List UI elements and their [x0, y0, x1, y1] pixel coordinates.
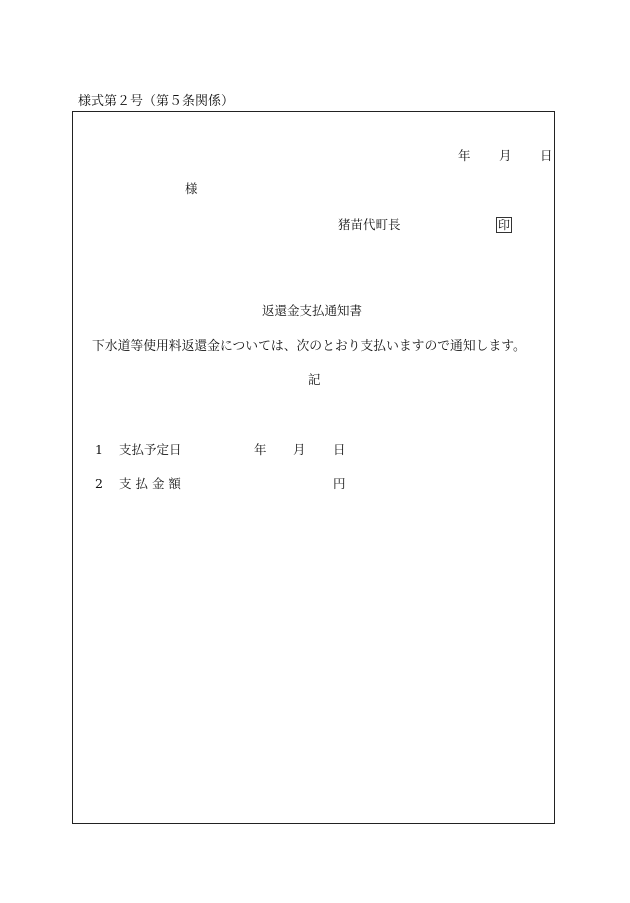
payment-date-month-label: 月 — [293, 442, 306, 457]
date-day-label: 日 — [540, 148, 553, 163]
seal-icon: 印 — [498, 218, 511, 232]
item-label-payment-amount: 支 払 金 額 — [119, 476, 181, 491]
document-title: 返還金支払通知書 — [262, 303, 363, 318]
item-number: 1 — [95, 442, 103, 457]
document-frame — [72, 111, 555, 824]
item-number: 2 — [95, 476, 103, 491]
date-year-label: 年 — [458, 148, 471, 163]
issuer-title: 猪苗代町長 — [338, 217, 401, 232]
form-number-label: 様式第２号（第５条関係） — [78, 94, 235, 109]
body-text: 下水道等使用料返還金については、次のとおり支払いますので通知します。 — [92, 339, 526, 354]
seal-mark — [496, 216, 512, 233]
ki-label: 記 — [308, 372, 321, 387]
item-label-payment-date: 支払予定日 — [119, 442, 182, 457]
payment-amount-unit: 円 — [333, 476, 346, 491]
addressee-suffix: 様 — [185, 181, 198, 196]
payment-date-year-label: 年 — [254, 442, 267, 457]
payment-date-day-label: 日 — [333, 442, 346, 457]
date-month-label: 月 — [499, 148, 512, 163]
